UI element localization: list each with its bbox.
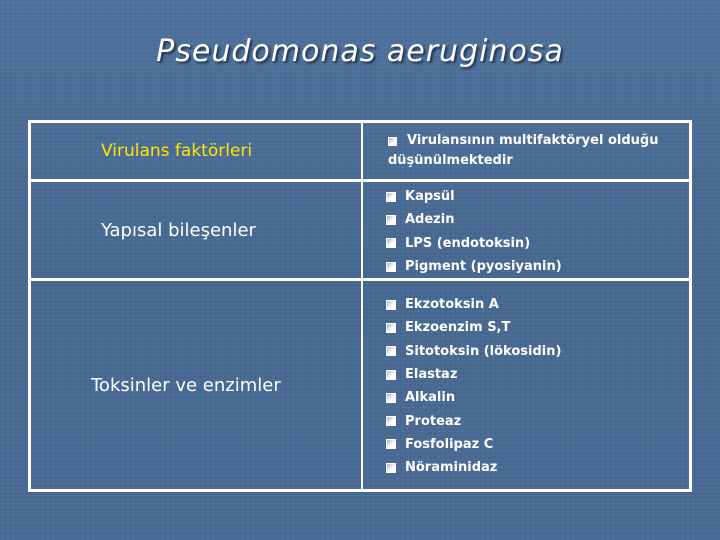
list-item <box>364 232 689 255</box>
list-item-text: Pigment (pyosiyanin) <box>405 259 562 275</box>
list-item-text: Elastaz <box>405 367 458 383</box>
toxins-enzymes-list <box>364 293 689 479</box>
intro-text-cell <box>364 131 689 171</box>
row-label-text: Toksinler ve enzimler <box>91 374 281 396</box>
bullet-icon <box>386 262 396 272</box>
bullet-icon <box>386 346 396 356</box>
intro-text-line1: Virulansının multifaktöryel olduğu <box>407 133 659 148</box>
list-item-text: Ekzotoksin A <box>405 297 499 313</box>
structural-components-list <box>364 185 689 278</box>
list-item <box>364 316 689 339</box>
list-item <box>364 363 689 386</box>
row-label-toxins-enzymes <box>31 281 361 489</box>
page-title: Pseudomonas aeruginosa <box>156 34 564 69</box>
list-item <box>364 456 689 479</box>
list-item <box>364 293 689 316</box>
row-label-structural-components <box>31 182 361 278</box>
list-item <box>364 433 689 456</box>
list-item <box>364 386 689 409</box>
bullet-icon <box>386 370 396 380</box>
bullet-icon <box>386 463 396 473</box>
list-item <box>364 208 689 231</box>
virulence-table <box>28 120 692 492</box>
bullet-icon <box>386 192 396 202</box>
list-item-text: Alkalin <box>405 390 456 406</box>
bullet-icon <box>386 238 396 248</box>
intro-line <box>364 131 689 151</box>
row-label-text: Virulans faktörleri <box>101 141 253 161</box>
list-item <box>364 185 689 208</box>
bullet-icon <box>386 300 396 310</box>
list-item-text: Fosfolipaz C <box>405 436 494 452</box>
list-item-text: LPS (endotoksin) <box>405 235 531 251</box>
list-item-text: Nöraminidaz <box>405 460 498 476</box>
list-item <box>364 409 689 432</box>
intro-text-line2: düşünülmektedir <box>388 153 513 168</box>
row-label-virulence-factors <box>31 123 361 179</box>
row-label-text: Yapısal bileşenler <box>101 219 256 241</box>
bullet-icon <box>386 393 396 403</box>
column-divider <box>361 123 363 489</box>
list-item-text: Adezin <box>405 212 455 228</box>
list-item-text: Ekzoenzim S,T <box>405 320 511 336</box>
list-item <box>364 340 689 363</box>
bullet-icon <box>386 323 396 333</box>
list-item-text: Kapsül <box>405 189 455 205</box>
list-item-text: Proteaz <box>405 413 462 429</box>
list-item <box>364 255 689 278</box>
bullet-icon <box>386 416 396 426</box>
bullet-icon <box>386 439 396 449</box>
bullet-icon <box>386 215 396 225</box>
list-item-text: Sitotoksin (lökosidin) <box>405 343 562 359</box>
bullet-icon <box>388 137 397 146</box>
